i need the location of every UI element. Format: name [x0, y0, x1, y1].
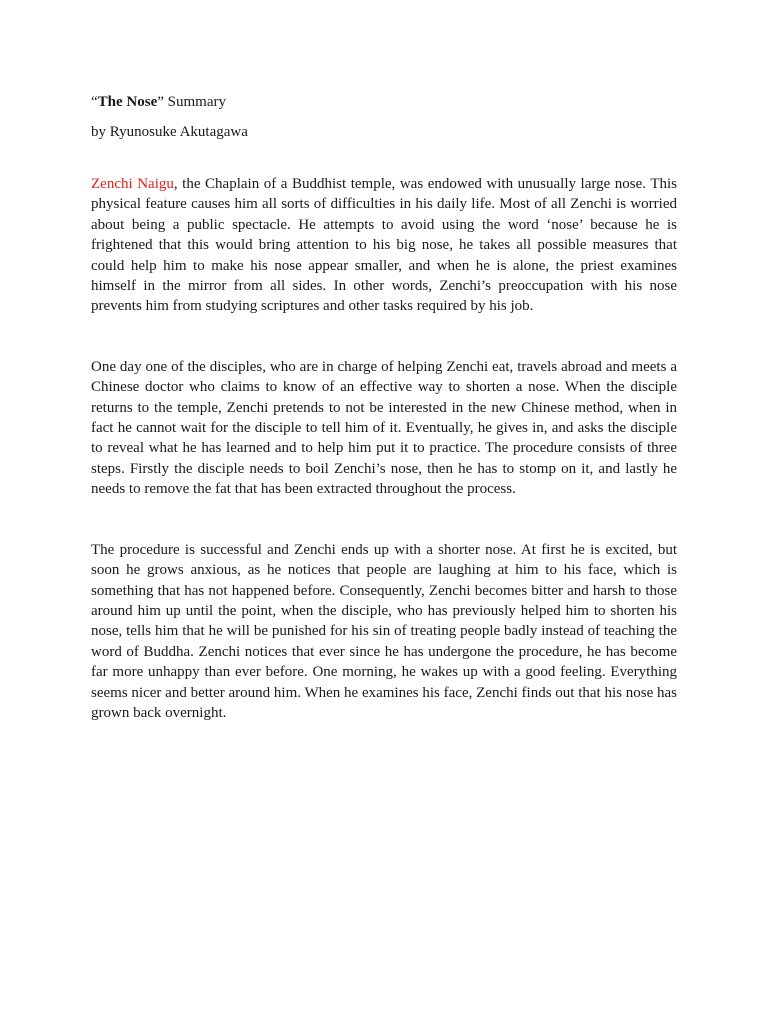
- document-author: by Ryunosuke Akutagawa: [91, 124, 248, 140]
- title-bold-text: The Nose: [97, 94, 158, 110]
- title-suffix: ” Summary: [157, 94, 227, 110]
- paragraph-3: The procedure is successful and Zenchi ends up with a shorter nose. At first he is excited, but soon he grows anxious, as he notices that people are laughing at him to his face, which is something that has not happened before. Consequently, Zenchi becomes bitter and harsh to those around him up until the point, when the disciple, who has previously helped him to shorten his nose, tells him that he will be punished for his sin of treating people badly instead of teaching the word of Buddha. Zenchi notices that ever since he has undergone the procedure, he has become far more unhappy than ever before. One morning, he wakes up with a good feeling. Everything seems nicer and better around him. When he examines his face, Zenchi finds out that his nose has grown back overnight.: [91, 541, 677, 721]
- paragraph-2: One day one of the disciples, who are in charge of helping Zenchi eat, travels abroad and meets a Chinese doctor who claims to know of an effective way to shorten a nose. When the disciple returns to the temple, Zenchi pretends to not be interested in the new Chinese method, when in fact he cannot wait for the disciple to tell him of it. Eventually, he gives in, and asks the disciple to reveal what he has learned and to help him put it to practice. The procedure consists of three steps. Firstly the disciple needs to boil Zenchi’s nose, then he has to stomp on it, and lastly he needs to remove the fat that has been extracted throughout the process.: [91, 358, 677, 498]
- title-open-quote: “: [91, 94, 98, 110]
- highlighted-name: Zenchi Naigu: [91, 176, 174, 192]
- paragraph-1: [91, 174, 677, 317]
- paragraph-1-text: , the Chaplain of a Buddhist temple, was endowed with unusually large nose. This physical feature causes him all sorts of difficulties in his daily life. Most of all Zenchi is worried about being a public spectacle. He attempts to avoid using the word ‘nose’ because he is frightened that this would bring attention to his big nose, he takes all possible measures that could help him to make his nose appear smaller, and when he is alone, the priest examines himself in the mirror from all sides. In other words, Zenchi’s preoccupation with his nose prevents him from studying scriptures and other tasks required by his job.: [91, 176, 677, 315]
- document-title: [91, 93, 677, 111]
- document-page: [91, 93, 677, 723]
